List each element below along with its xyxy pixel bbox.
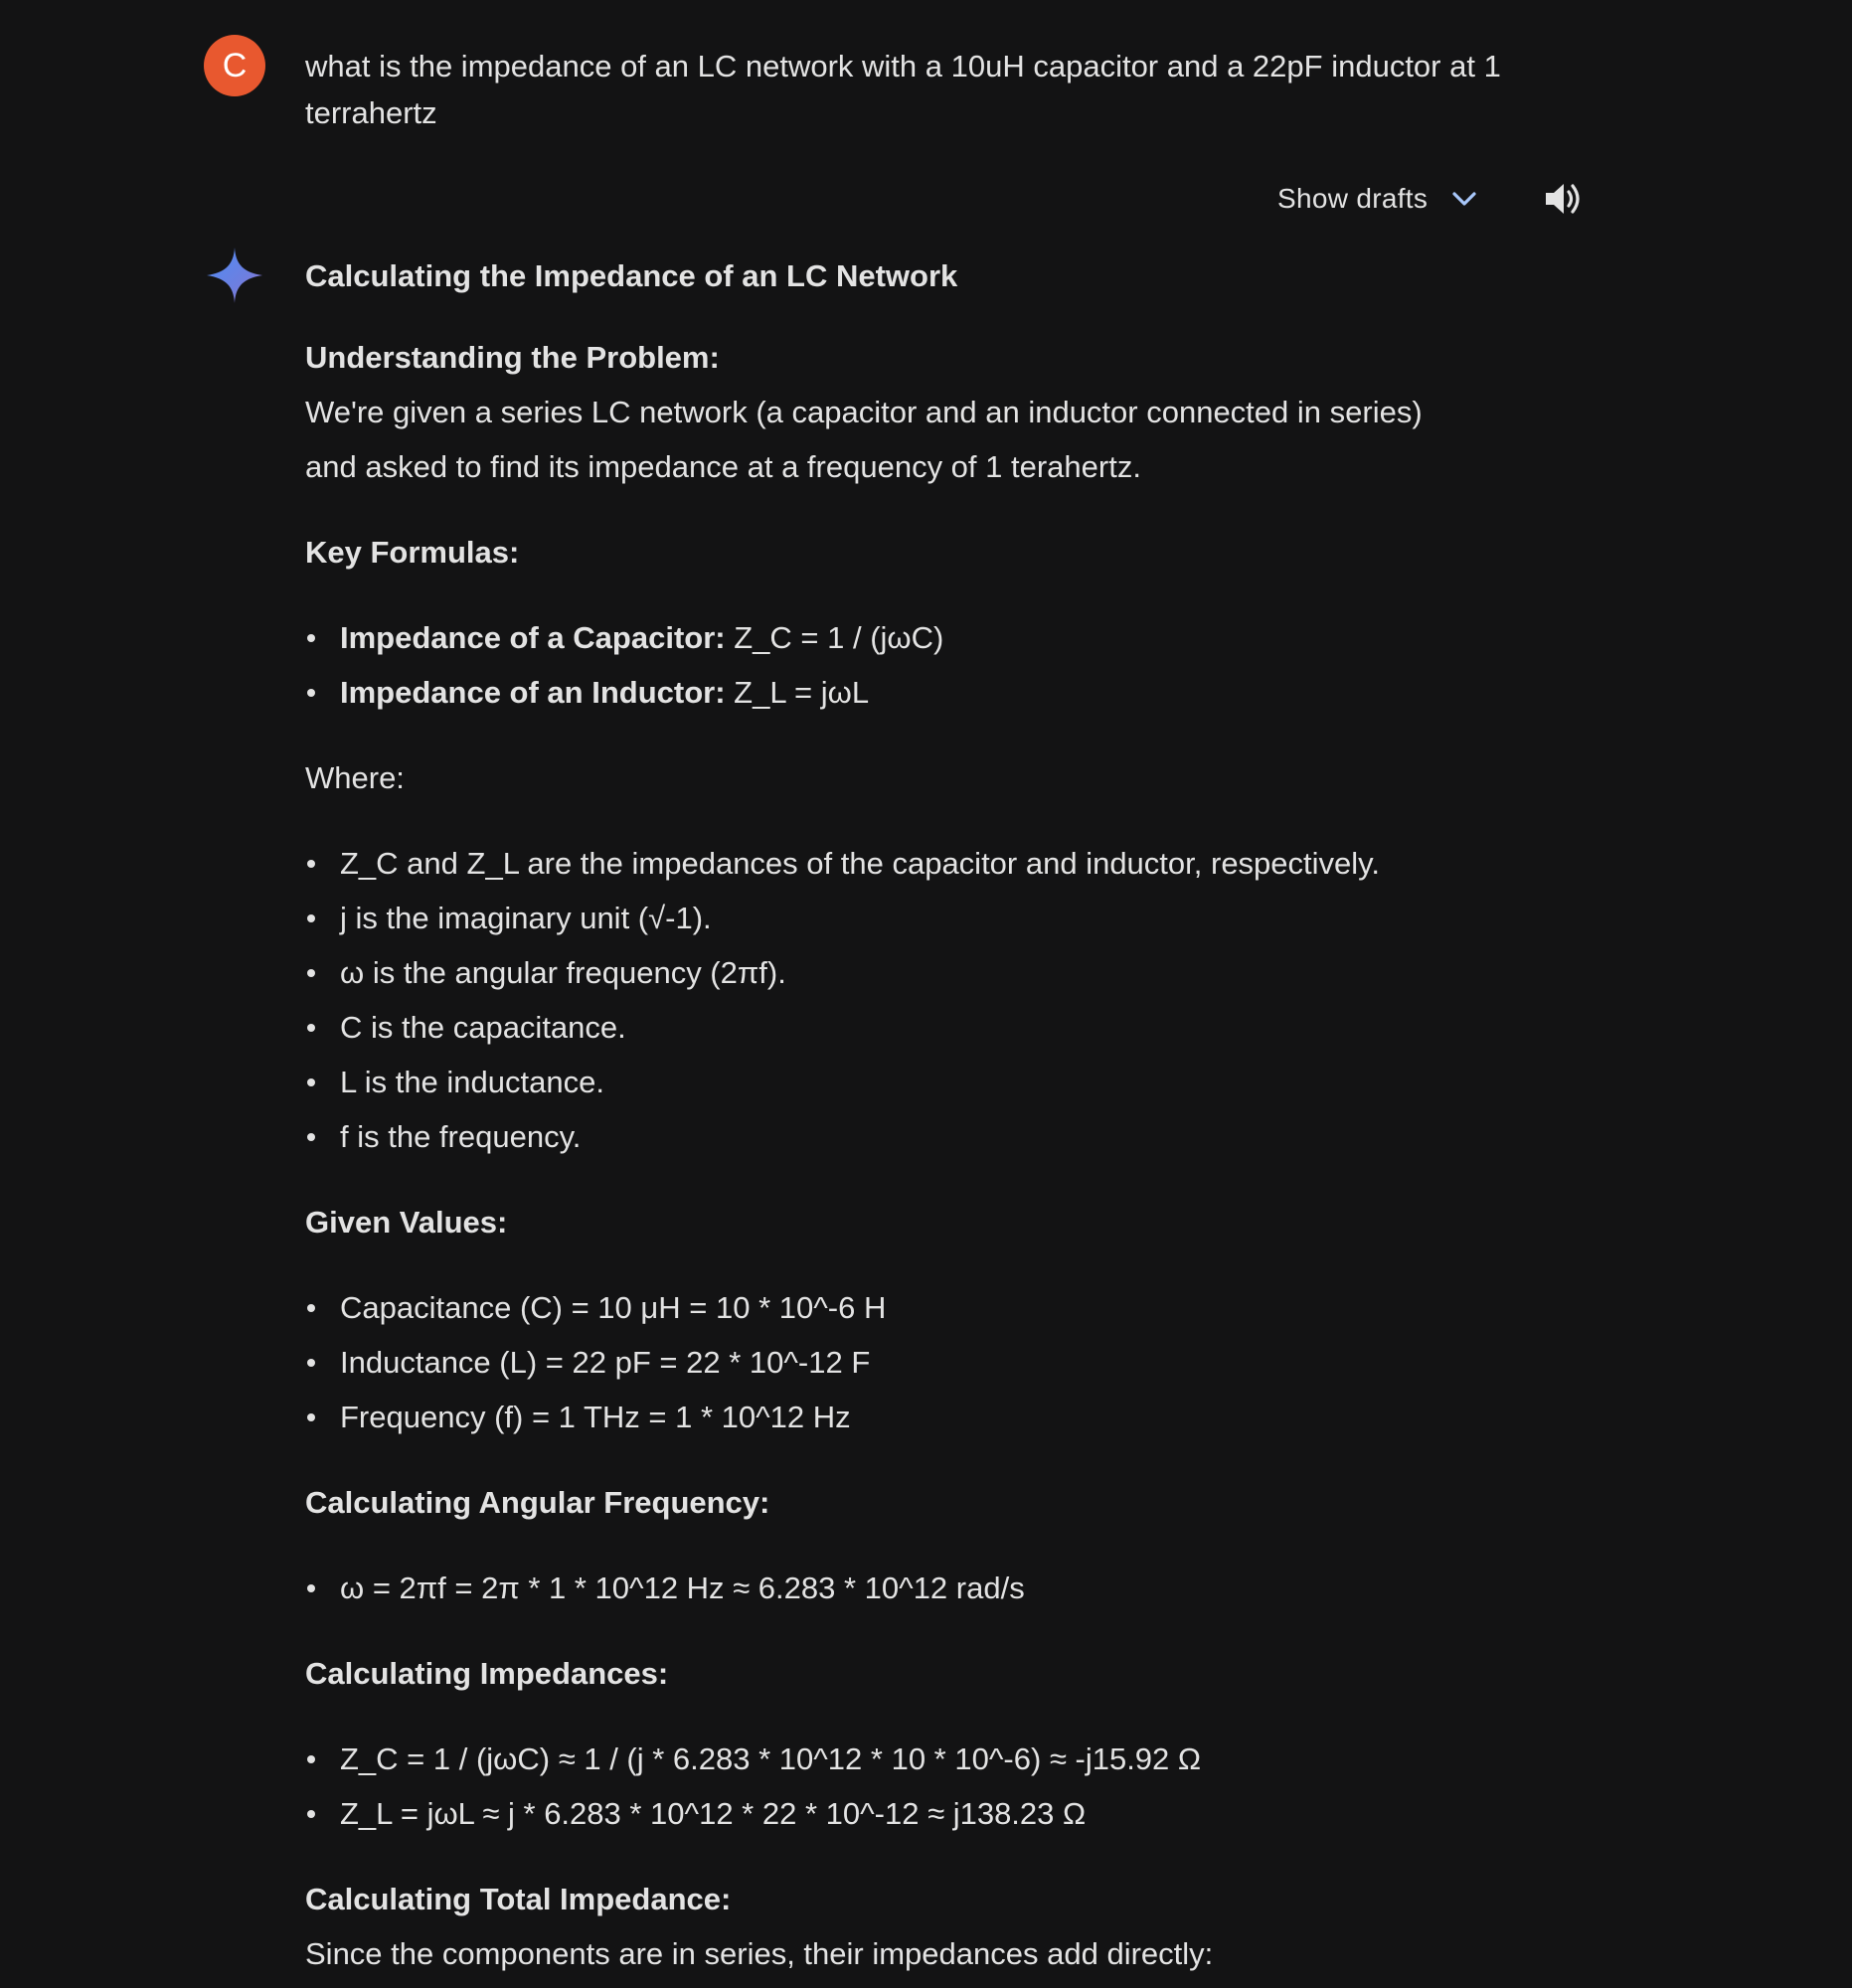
angular-frequency-list <box>305 1561 1598 1615</box>
paragraph-line: and asked to find its impedance at a frequency of 1 terahertz. <box>305 449 1141 484</box>
formula-text: Z_C = 1 / (jωC) <box>734 620 944 655</box>
list-item: ω is the angular frequency (2πf). <box>305 945 1598 1000</box>
section-heading: Understanding the Problem: <box>305 340 720 375</box>
section-heading: Calculating Angular Frequency: <box>305 1485 770 1520</box>
list-item: Inductance (L) = 22 pF = 22 * 10^-12 F <box>305 1335 1598 1390</box>
list-item: Frequency (f) = 1 THz = 1 * 10^12 Hz <box>305 1390 1598 1444</box>
list-item: ω = 2πf = 2π * 1 * 10^12 Hz ≈ 6.283 * 10^12 rad/s <box>305 1561 1598 1615</box>
paragraph-line: We're given a series LC network (a capacitor and an inductor connected in series) <box>305 395 1423 429</box>
list-item: Z_L = jωL ≈ j * 6.283 * 10^12 * 22 * 10^-12 ≈ j138.23 Ω <box>305 1786 1598 1841</box>
list-item <box>305 665 1598 720</box>
formula-label: Impedance of a Capacitor: <box>340 620 726 655</box>
impedances-list <box>305 1732 1598 1841</box>
list-item: L is the inductance. <box>305 1055 1598 1109</box>
formula-text: Z_L = jωL <box>734 675 870 710</box>
list-item: Capacitance (C) = 10 μH = 10 * 10^-6 H <box>305 1280 1598 1335</box>
list-item: f is the frequency. <box>305 1109 1598 1164</box>
model-response <box>305 248 1598 1981</box>
section-heading: Key Formulas: <box>305 535 520 570</box>
show-drafts-button[interactable] <box>1277 183 1479 215</box>
definitions-list <box>305 836 1598 1164</box>
formula-list <box>305 610 1598 720</box>
response-title: Calculating the Impedance of an LC Network <box>305 258 958 293</box>
where-label: Where: <box>305 760 405 795</box>
paragraph-line: Since the components are in series, their impedances add directly: <box>305 1936 1214 1971</box>
show-drafts-label: Show drafts <box>1277 183 1429 214</box>
section-heading: Given Values: <box>305 1205 508 1240</box>
section-heading: Calculating Total Impedance: <box>305 1882 732 1916</box>
user-query-text: what is the impedance of an LC network with a 10uH capacitor and a 22pF inductor at 1 terrahertz <box>305 49 1501 130</box>
chevron-down-icon <box>1449 184 1479 214</box>
section-heading: Calculating Impedances: <box>305 1656 669 1691</box>
gemini-spark-icon <box>205 246 264 305</box>
list-item: Z_C = 1 / (jωC) ≈ 1 / (j * 6.283 * 10^12 * 10 * 10^-6) ≈ -j15.92 Ω <box>305 1732 1598 1786</box>
list-item: Z_C and Z_L are the impedances of the capacitor and inductor, respectively. <box>305 836 1598 891</box>
user-avatar[interactable]: C <box>204 35 265 96</box>
formula-label: Impedance of an Inductor: <box>340 675 726 710</box>
speaker-icon[interactable] <box>1541 177 1585 221</box>
list-item: j is the imaginary unit (√-1). <box>305 891 1598 945</box>
list-item: C is the capacitance. <box>305 1000 1598 1055</box>
response-toolbar <box>1277 174 1479 224</box>
given-values-list <box>305 1280 1598 1444</box>
list-item <box>305 610 1598 665</box>
